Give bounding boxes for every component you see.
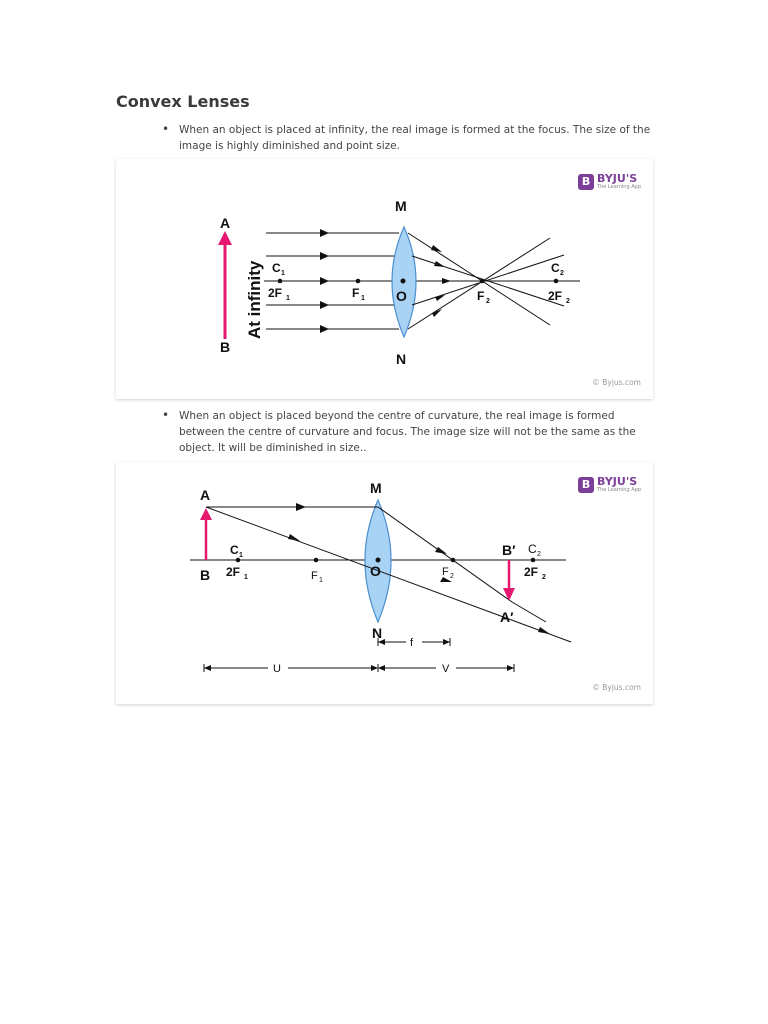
ray-diagram-object-at-infinity (116, 159, 653, 399)
label-N: N (372, 625, 383, 641)
label-F1-sub: 1 (361, 295, 365, 302)
label-2F1: 2F (226, 565, 241, 579)
bullet-point-infinity (162, 122, 662, 154)
label-M: M (395, 198, 407, 214)
label-2F2: 2F (524, 565, 539, 579)
label-F1: F (352, 286, 360, 300)
logo-tagline: The Learning App (597, 184, 641, 190)
label-V: V (442, 663, 450, 675)
label-C2: C (528, 542, 537, 556)
image-credit: © Byjus.com (592, 378, 641, 387)
label-C1: C (272, 261, 281, 275)
label-U: U (273, 663, 281, 675)
logo-tagline: The Learning App (597, 487, 641, 493)
diagram-2-svg (116, 462, 653, 704)
label-2F1: 2F (268, 286, 283, 300)
object-arrow-head (200, 508, 212, 520)
bullet-symbol: • (162, 122, 170, 136)
label-A: A (200, 487, 211, 503)
label-F2: F (477, 289, 485, 303)
logo-mark: B (578, 174, 594, 190)
label-C2: C (551, 261, 560, 275)
label-f: f (410, 637, 414, 649)
label-B: B (220, 339, 231, 355)
bullet-symbol: • (162, 408, 170, 422)
bullet-point-beyond-curvature (162, 408, 662, 456)
label-N: N (396, 351, 407, 367)
label-F1-sub: 1 (319, 577, 323, 584)
label-2F2-sub: 2 (566, 298, 570, 305)
label-2F1-sub: 1 (286, 295, 290, 302)
logo-mark: B (578, 477, 594, 493)
label-B: B (200, 567, 211, 583)
image-arrow-head (503, 588, 515, 601)
label-A-prime: A′ (500, 609, 514, 625)
page-title: Convex Lenses (116, 92, 250, 111)
distance-markers (204, 664, 514, 672)
label-F2: F (442, 566, 449, 578)
label-2F1-sub: 1 (244, 574, 248, 581)
bullet-text: When an object is placed beyond the centre of curvature, the real image is formed between the centre of curvature and focus. The image size will not be the same as the object. It will be diminished in size.. (179, 410, 636, 454)
label-C1: C (230, 543, 239, 557)
label-B-prime: B′ (502, 542, 516, 558)
diagram-1-svg (116, 159, 653, 399)
label-C2-sub: 2 (537, 551, 541, 558)
logo-name: BYJU'S (597, 172, 638, 185)
label-C1-sub: 1 (281, 270, 285, 277)
label-2F2-sub: 2 (542, 574, 546, 581)
image-credit: © Byjus.com (592, 683, 641, 692)
label-F2-sub: 2 (486, 298, 490, 305)
label-A: A (220, 215, 231, 231)
label-F2-sub: 2 (450, 573, 454, 580)
ray-diagram-object-beyond-c (116, 462, 653, 704)
bullet-text: When an object is placed at infinity, the real image is formed at the focus. The size of the image is highly diminished and point size. (179, 124, 651, 152)
label-F1: F (311, 570, 318, 582)
label-at-infinity: At infinity (245, 260, 264, 339)
focal-length-marker (378, 638, 450, 646)
label-O: O (370, 563, 381, 579)
light-rays (206, 507, 571, 642)
label-C1-sub: 1 (239, 552, 243, 559)
label-2F2: 2F (548, 289, 563, 303)
ray-direction-arrows (320, 229, 329, 333)
label-C2-sub: 2 (560, 270, 564, 277)
label-M: M (370, 480, 382, 496)
logo-name: BYJU'S (597, 475, 638, 488)
label-O: O (396, 288, 407, 304)
object-arrow-head (218, 231, 232, 245)
